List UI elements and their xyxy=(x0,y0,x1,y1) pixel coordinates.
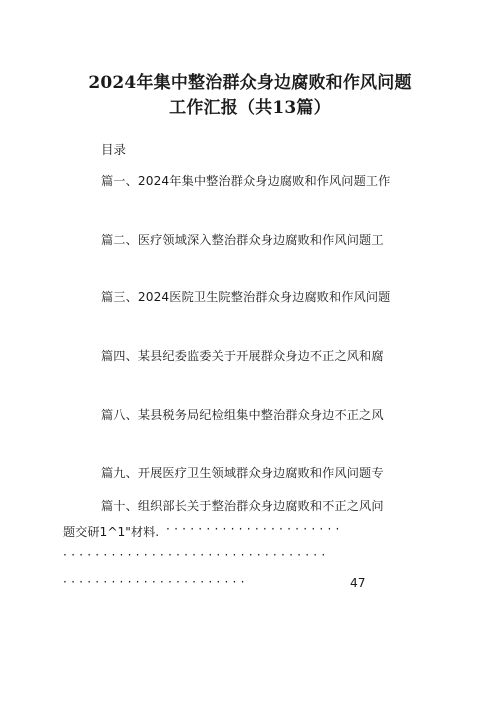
toc-item-3[interactable]: 篇三、2024医院卫生院整治群众身边腐败和作风问题 xyxy=(101,290,391,304)
document-title-line-2: 工作汇报（共13篇） xyxy=(169,98,331,118)
toc-item-5[interactable]: 篇八、某县税务局纪检组集中整治群众身边不正之风 xyxy=(101,408,384,422)
leader-dots: ······················ xyxy=(166,522,344,536)
toc-item-4[interactable]: 篇四、某县纪委监委关于开展群众身边不正之风和腐 xyxy=(101,349,384,363)
toc-item-1[interactable]: 篇一、2024年集中整治群众身边腐败和作风问题工作 xyxy=(101,174,391,188)
toc-item-7-continuation: 题交研1^1"材料. xyxy=(63,525,160,539)
toc-item-2[interactable]: 篇二、医疗领域深入整治群众身边腐败和作风问题工 xyxy=(101,233,384,247)
toc-heading: 目录 xyxy=(101,142,127,157)
document-title-line-1: 2024年集中整治群众身边腐败和作风问题 xyxy=(88,73,412,93)
toc-page-number: 47 xyxy=(350,576,366,590)
leader-dots: ······················· xyxy=(63,575,249,589)
toc-item-7[interactable]: 篇十、组织部长关于整治群众身边腐败和不正之风问 xyxy=(101,499,384,513)
toc-item-6[interactable]: 篇九、开展医疗卫生领域群众身边腐败和作风问题专 xyxy=(101,466,384,480)
leader-dots: ································· xyxy=(63,548,330,562)
